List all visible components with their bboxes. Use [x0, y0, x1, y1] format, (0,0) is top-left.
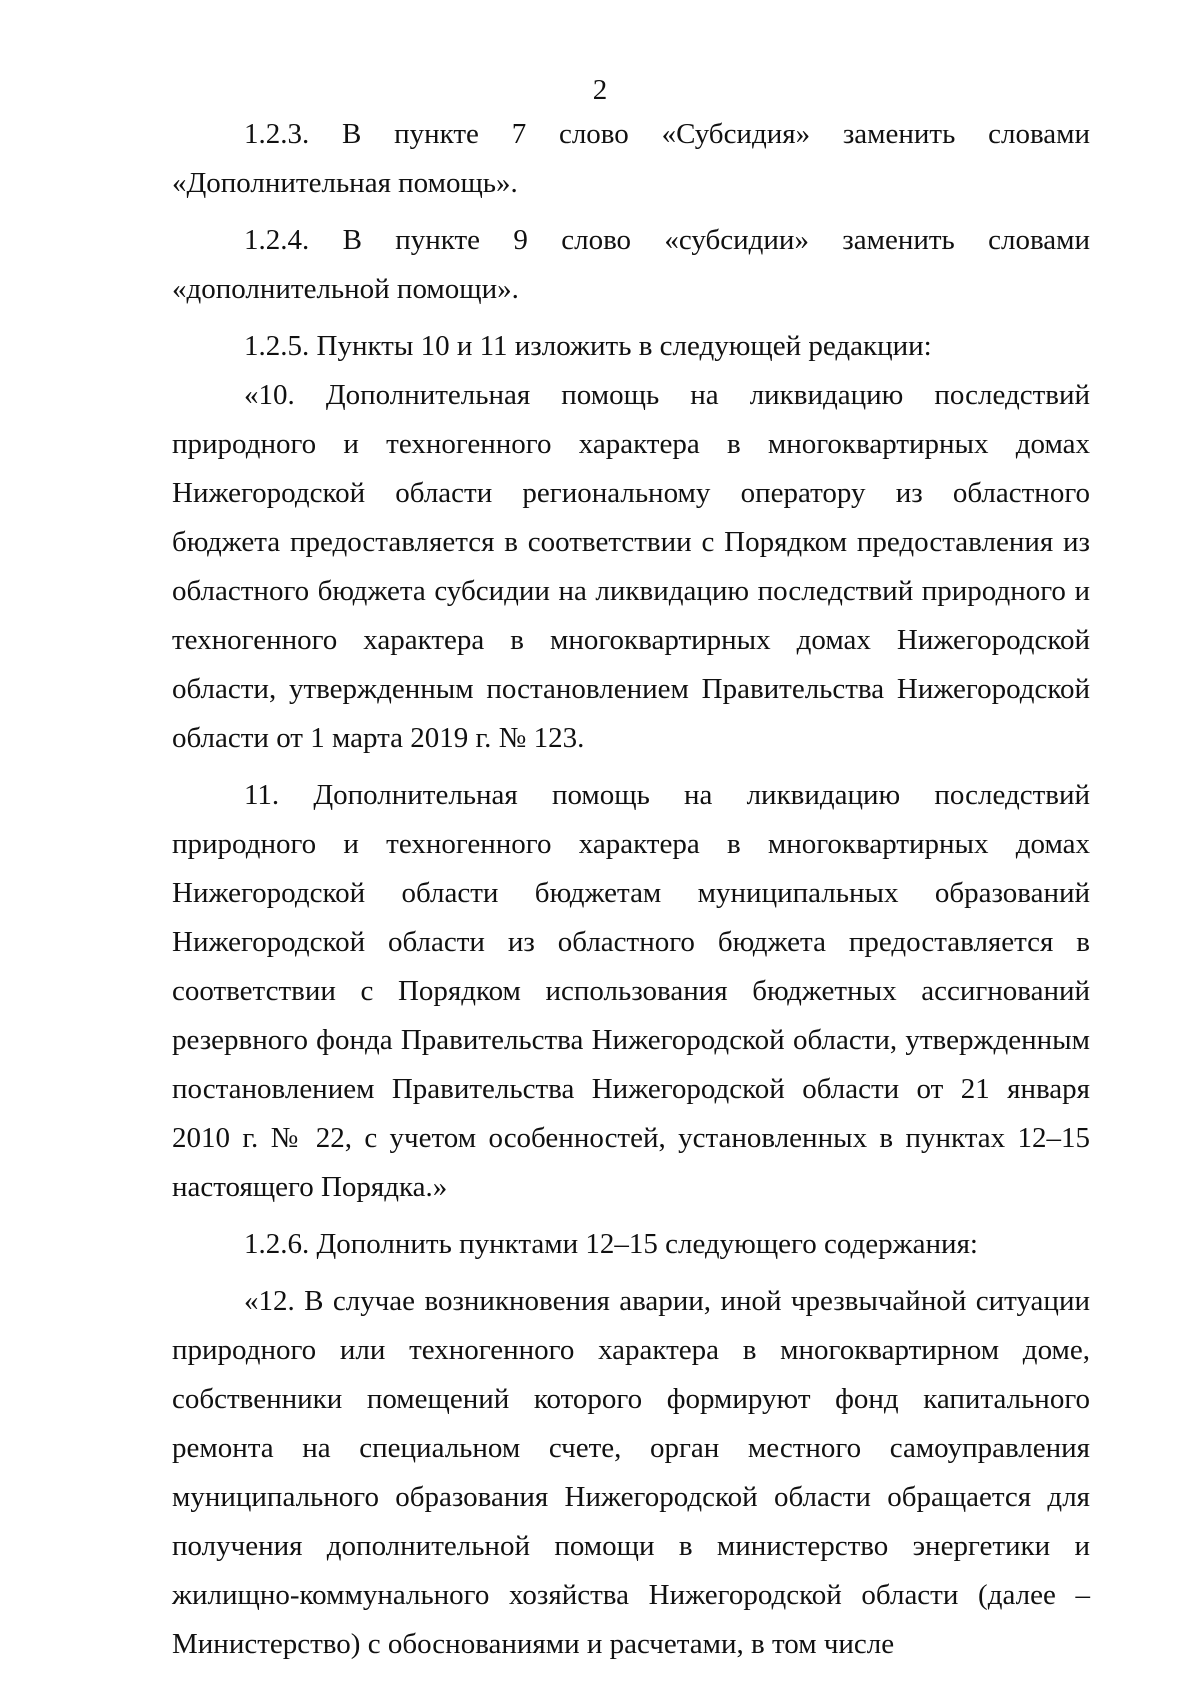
paragraph-1-2-3: 1.2.3. В пункте 7 слово «Субсидия» заменить словами «Дополнительная помощь».	[172, 118, 1090, 199]
paragraph-1-2-4: 1.2.4. В пункте 9 слово «субсидии» заменить словами «дополнительной помощи».	[172, 224, 1090, 305]
paragraph-1-2-5: 1.2.5. Пункты 10 и 11 изложить в следующей редакции:	[244, 330, 932, 362]
paragraph-item-10: «10. Дополнительная помощь на ликвидацию последствий природного и техногенного характера в многоквартирных домах Нижегородской области региональному оператору из областного бюджета предоставляется в соответствии с Порядком предоставления из областного бюджета субсидии на ликвидацию последствий природного и техногенного характера в многоквартирных домах Нижегородской области, утвержденным постановлением Правительства Нижегородской области от 1 марта 2019 г. № 123.	[172, 379, 1090, 754]
page-number: 2	[592, 74, 608, 106]
document-body	[172, 110, 1090, 1669]
paragraph-1-2-6: 1.2.6. Дополнить пунктами 12–15 следующего содержания:	[244, 1228, 978, 1260]
paragraph-item-11: 11. Дополнительная помощь на ликвидацию последствий природного и техногенного характера в многоквартирных домах Нижегородской области бюджетам муниципальных образований Нижегородской области из областного бюджета предоставляется в соответствии с Порядком использования бюджетных ассигнований резервного фонда Правительства Нижегородской области, утвержденным постановлением Правительства Нижегородской области от 21 января 2010 г. № 22, с учетом особенностей, установленных в пунктах 12–15 настоящего Порядка.»	[172, 779, 1090, 1203]
paragraph-item-12: «12. В случае возникновения аварии, иной чрезвычайной ситуации природного или техногенного характера в многоквартирном доме, собственники помещений которого формируют фонд капитального ремонта на специальном счете, орган местного самоуправления муниципального образования Нижегородской области обращается для получения дополнительной помощи в министерство энергетики и жилищно-коммунального хозяйства Нижегородской области (далее – Министерство) с обоснованиями и расчетами, в том числе	[172, 1285, 1090, 1660]
